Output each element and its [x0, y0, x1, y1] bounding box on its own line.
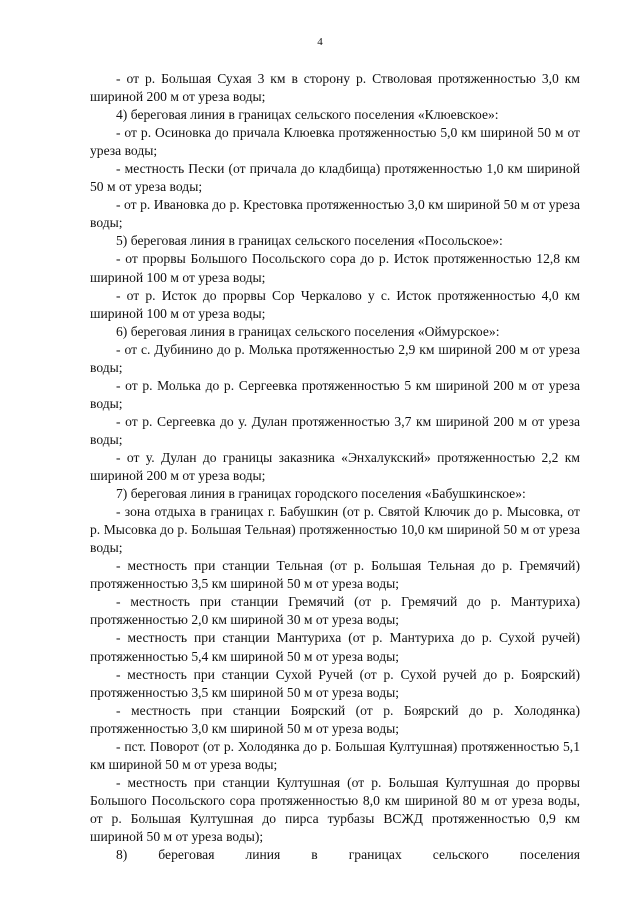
section-heading: 7) береговая линия в границах городского поселения «Бабушкинское»:	[116, 486, 526, 502]
document-body	[90, 70, 580, 864]
page-number: 4	[317, 36, 323, 48]
section-heading: 4) береговая линия в границах сельского поселения «Клюевское»:	[116, 107, 499, 123]
list-item: - местность Пески (от причала до кладбища) протяженностью 1,0 км шириной 50 м от уреза воды;	[90, 161, 580, 195]
list-item: - местность при станции Култушная (от р. Большая Култушная до прорвы Большого Посольского сора протяженностью 8,0 км шириной 80 м от уреза воды, от р. Большая Култушная до пирса турбазы ВСЖД протяженностью 0,9 км шириной 50 м от уреза воды);	[90, 774, 580, 844]
section-heading: 8) береговая линия в границах сельского поселения	[116, 847, 580, 863]
list-item: - местность при станции Боярский (от р. Боярский до р. Холодянка) протяженностью 3,0 км шириной 50 м от уреза воды;	[90, 702, 580, 736]
list-item: - от р. Сергеевка до у. Дулан протяженностью 3,7 км шириной 200 м от уреза воды;	[90, 413, 580, 447]
list-item: - от прорвы Большого Посольского сора до р. Исток протяженностью 12,8 км шириной 100 м от уреза воды;	[90, 251, 580, 285]
list-item: - местность при станции Сухой Ручей (от р. Сухой ручей до р. Боярский) протяженностью 3,5 км шириной 50 м от уреза воды;	[90, 666, 580, 700]
list-item: - зона отдыха в границах г. Бабушкин (от р. Святой Ключик до р. Мысовка, от р. Мысовка до р. Большая Тельная) протяженностью 10,0 км шириной 50 м от уреза воды;	[90, 504, 580, 556]
list-item: - от р. Ивановка до р. Крестовка протяженностью 3,0 км шириной 50 м от уреза воды;	[90, 197, 580, 231]
list-item: - от р. Молька до р. Сергеевка протяженностью 5 км шириной 200 м от уреза воды;	[90, 377, 580, 411]
list-item: - от у. Дулан до границы заказника «Энхалукский» протяженностью 2,2 км шириной 200 м от уреза воды;	[90, 449, 580, 484]
list-item: - от с. Дубинино до р. Молька протяженностью 2,9 км шириной 200 м от уреза воды;	[90, 341, 580, 375]
list-item: - от р. Осиновка до причала Клюевка протяженностью 5,0 км шириной 50 м от уреза воды;	[90, 125, 580, 159]
list-item: - пст. Поворот (от р. Холодянка до р. Большая Култушная) протяженностью 5,1 км шириной 50 м от уреза воды;	[90, 738, 580, 772]
list-item: - от р. Исток до прорвы Сор Черкалово у с. Исток протяженностью 4,0 км шириной 100 м от уреза воды;	[90, 287, 580, 321]
list-item: - местность при станции Мантуриха (от р. Мантуриха до р. Сухой ручей) протяженностью 5,4 км шириной 50 м от уреза воды;	[90, 630, 580, 664]
section-heading: 6) береговая линия в границах сельского поселения «Оймурское»:	[116, 323, 500, 339]
list-item: - местность при станции Тельная (от р. Большая Тельная до р. Гремячий) протяженностью 3,5 км шириной 50 м от уреза воды;	[90, 558, 580, 592]
list-item: - местность при станции Гремячий (от р. Гремячий до р. Мантуриха) протяженностью 2,0 км шириной 30 м от уреза воды;	[90, 594, 580, 628]
section-heading: 5) береговая линия в границах сельского поселения «Посольское»:	[116, 233, 503, 249]
list-item: - от р. Большая Сухая 3 км в сторону р. Стволовая протяженностью 3,0 км шириной 200 м от уреза воды;	[90, 71, 580, 105]
